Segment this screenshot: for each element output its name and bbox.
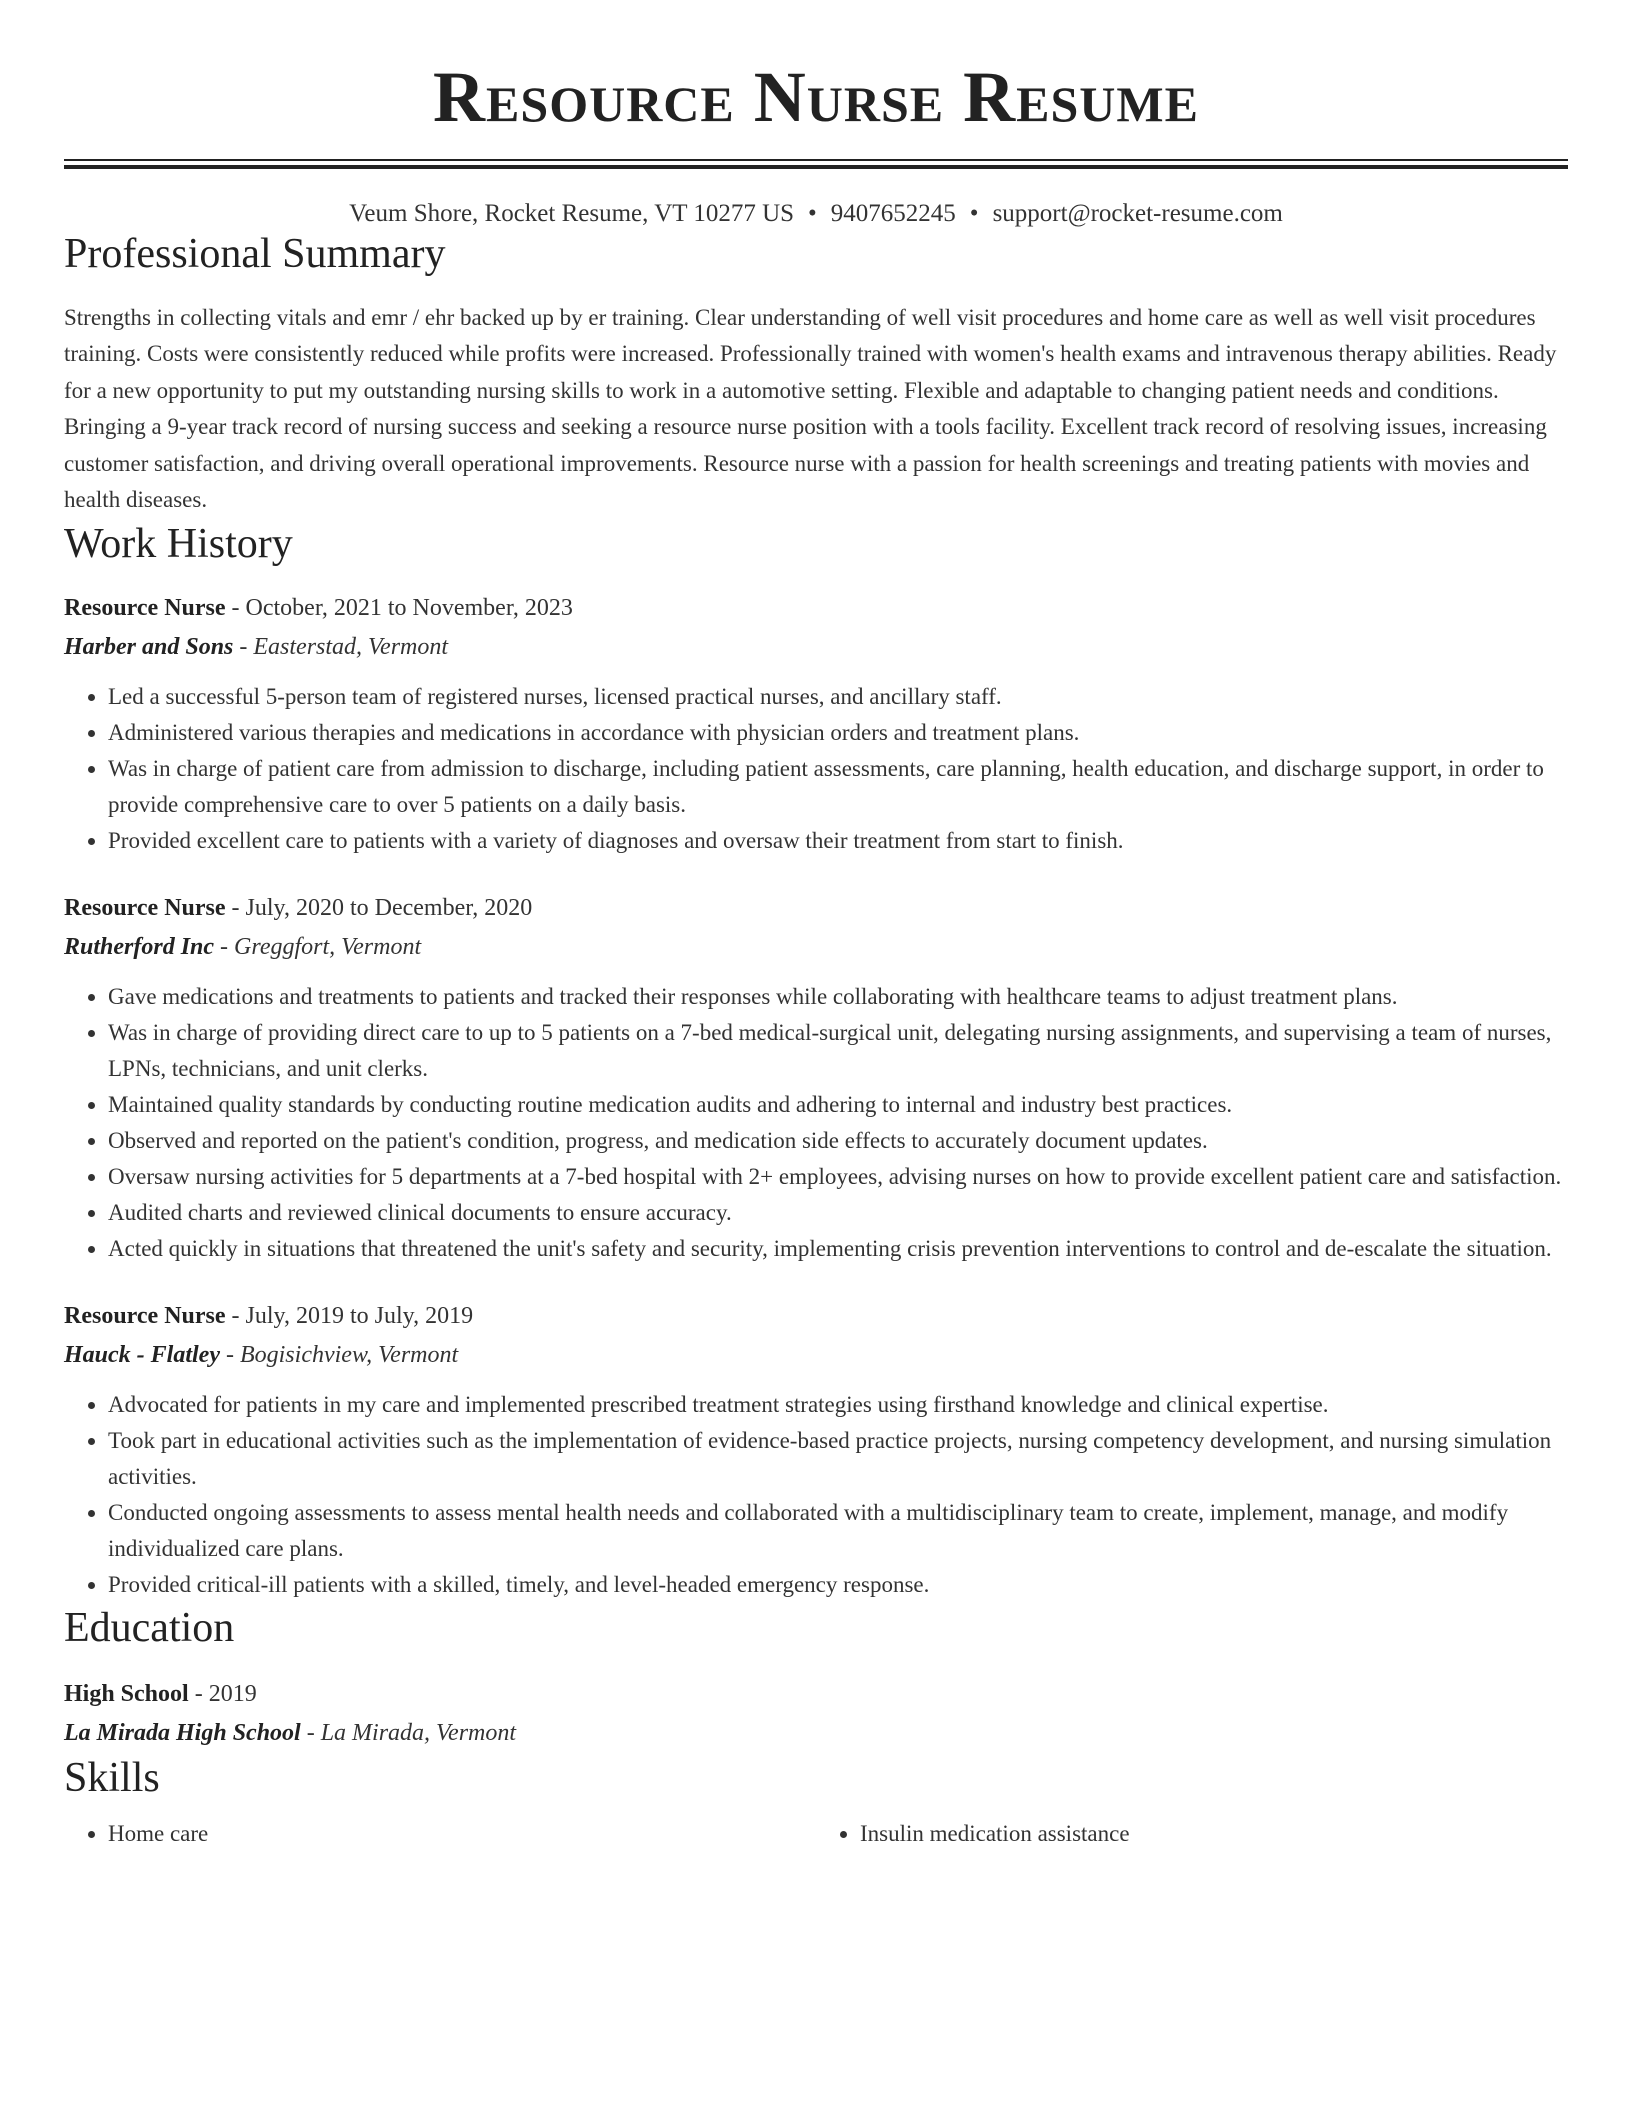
contact-phone: 9407652245 — [830, 200, 956, 228]
skills-grid — [64, 1816, 1568, 1852]
list-item: • Oversaw nursing activities for 5 departments at a 7-bed hospital with 2+ employees, advising nurses on how to provide excellent patient care and satisfaction. — [108, 1159, 1568, 1195]
job-location: - Easterstad, Vermont — [233, 633, 449, 660]
job-dates: - October, 2021 to November, 2023 — [225, 594, 573, 621]
education-school-line — [64, 1713, 1568, 1753]
job-title-line — [64, 1297, 1568, 1335]
list-item: • Took part in educational activities such as the implementation of evidence-based practice projects, nursing competency development, and nursing simulation activities. — [108, 1423, 1568, 1495]
job-entry — [64, 889, 1568, 1267]
list-item: • Administered various therapies and medications in accordance with physician orders and treatment plans. — [108, 715, 1568, 751]
list-item: • Conducted ongoing assessments to assess mental health needs and collaborated with a multidisciplinary team to create, implement, manage, and modify individualized care plans. — [108, 1495, 1568, 1567]
job-duties-list — [64, 1387, 1568, 1603]
job-location: - Bogisichview, Vermont — [219, 1341, 459, 1368]
list-item: • Provided critical-ill patients with a skilled, timely, and level-headed emergency response. — [108, 1567, 1568, 1603]
job-title-line — [64, 589, 1568, 627]
job-title: Resource Nurse — [64, 894, 226, 921]
list-item: • Advocated for patients in my care and implemented prescribed treatment strategies using firsthand knowledge and clinical expertise. — [108, 1387, 1568, 1423]
job-company: Harber and Sons — [64, 633, 234, 660]
education-year: - 2019 — [188, 1681, 257, 1708]
job-dates: - July, 2019 to July, 2019 — [225, 1302, 474, 1329]
list-item: • Was in charge of patient care from admission to discharge, including patient assessments, care planning, health education, and discharge support, in order to provide comprehensive care to over 5 patients on a daily basis. — [108, 751, 1568, 823]
list-item: • Observed and reported on the patient's condition, progress, and medication side effects to accurately document updates. — [108, 1123, 1568, 1159]
contact-email: support@rocket-resume.com — [992, 200, 1283, 228]
job-title: Resource Nurse — [64, 1302, 226, 1329]
job-location: - Greggfort, Vermont — [214, 933, 422, 960]
education-heading: Education — [64, 1604, 235, 1651]
summary-heading: Professional Summary — [64, 231, 446, 278]
skills-heading: Skills — [64, 1755, 160, 1802]
work-history-heading: Work History — [64, 520, 293, 567]
skills-column-right — [816, 1816, 1568, 1852]
job-title-line — [64, 889, 1568, 927]
education-entry — [64, 1675, 1568, 1753]
education-degree: High School — [64, 1681, 189, 1708]
job-company-line — [64, 627, 1568, 667]
list-item: • Gave medications and treatments to patients and tracked their responses while collaborating with healthcare teams to adjust treatment plans. — [108, 979, 1568, 1015]
job-company-line — [64, 1335, 1568, 1375]
job-entry — [64, 589, 1568, 859]
title-divider — [64, 159, 1568, 169]
job-dates: - July, 2020 to December, 2020 — [225, 894, 533, 921]
skills-column-left — [64, 1816, 816, 1852]
list-item: • Provided excellent care to patients with a variety of diagnoses and oversaw their treatment from start to finish. — [108, 823, 1568, 859]
job-entry — [64, 1297, 1568, 1603]
list-item: • Insulin medication assistance — [860, 1816, 1568, 1852]
summary-text: Strengths in collecting vitals and emr / ehr backed up by er training. Clear understanding of well visit procedures and home care as well as well visit procedures training. Costs were consistently reduced while profits were increased. Professionally trained with women's health exams and intravenous therapy abilities. Ready for a new opportunity to put my outstanding nursing skills to work in a automotive setting. Flexible and adaptable to changing patient needs and conditions. Bringing a 9-year track record of nursing success and seeking a resource nurse position with a tools facility. Excellent track record of resolving issues, increasing customer satisfaction, and driving overall operational improvements. Resource nurse with a passion for health screenings and treating patients with movies and health diseases. — [64, 304, 1557, 513]
contact-line — [64, 199, 1568, 229]
list-item: • Led a successful 5-person team of registered nurses, licensed practical nurses, and ancillary staff. — [108, 679, 1568, 715]
list-item: • Audited charts and reviewed clinical documents to ensure accuracy. — [108, 1195, 1568, 1231]
list-item: • Was in charge of providing direct care to up to 5 patients on a 7-bed medical-surgical unit, delegating nursing assignments, and supervising a team of nurses, LPNs, technicians, and unit clerks. — [108, 1015, 1568, 1087]
education-location: - La Mirada, Vermont — [300, 1720, 517, 1747]
contact-address: Veum Shore, Rocket Resume, VT 10277 US — [349, 200, 795, 228]
list-item: • Acted quickly in situations that threatened the unit's safety and security, implementing crisis prevention interventions to control and de-escalate the situation. — [108, 1231, 1568, 1267]
list-item: • Home care — [108, 1816, 816, 1852]
contact-separator: • — [808, 200, 817, 228]
job-duties-list — [64, 979, 1568, 1267]
job-title: Resource Nurse — [64, 594, 226, 621]
contact-separator: • — [969, 200, 979, 228]
job-company: Rutherford Inc — [64, 933, 215, 960]
job-company-line — [64, 927, 1568, 967]
list-item: • Maintained quality standards by conducting routine medication audits and adhering to internal and industry best practices. — [108, 1087, 1568, 1123]
job-company: Hauck - Flatley — [64, 1341, 220, 1368]
resume-title: Resource Nurse Resume — [433, 57, 1199, 137]
education-degree-line — [64, 1675, 1568, 1713]
education-school: La Mirada High School — [64, 1720, 301, 1747]
job-duties-list — [64, 679, 1568, 859]
